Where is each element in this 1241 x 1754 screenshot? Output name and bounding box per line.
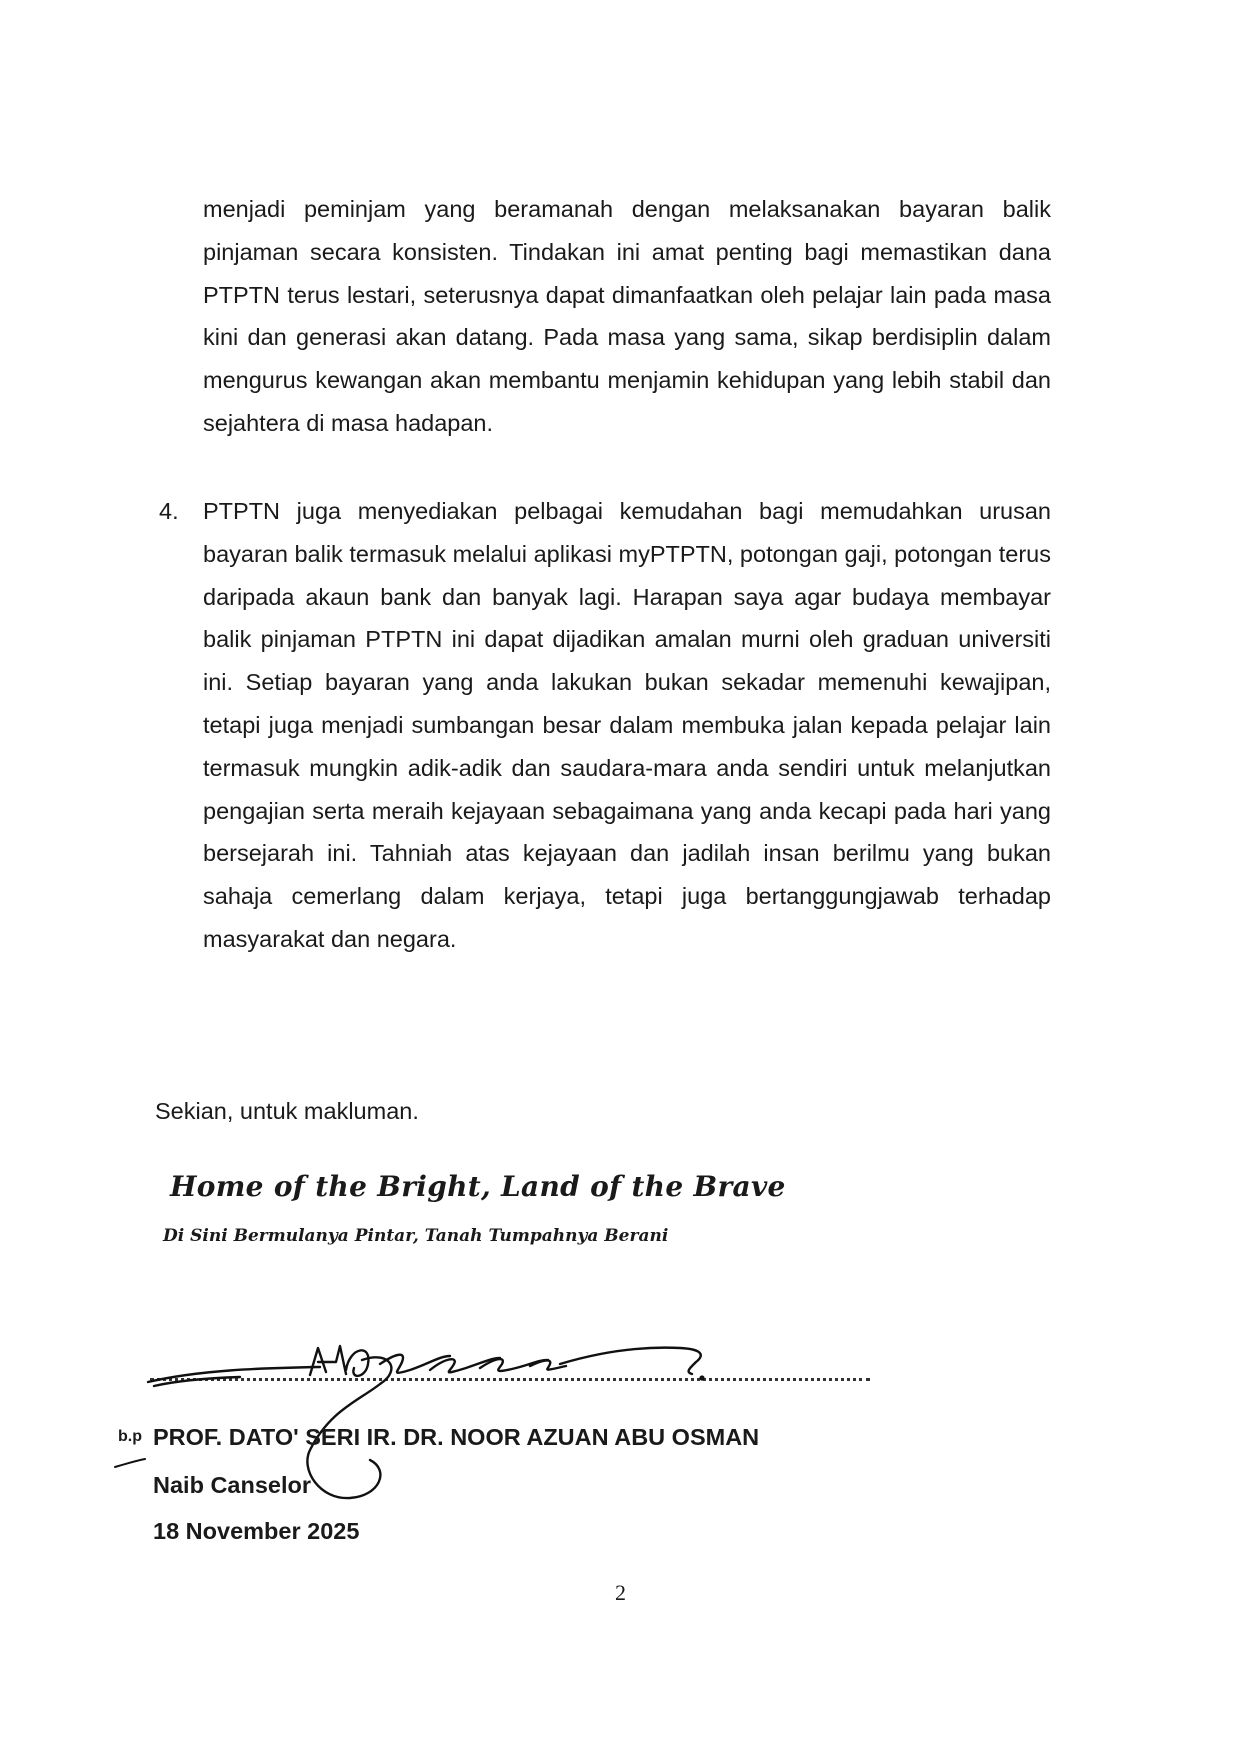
motto-english: Home of the Bright, Land of the Brave — [170, 1170, 786, 1203]
item-number-4: 4. — [159, 498, 179, 524]
body-paragraph-item-4: PTPTN juga menyediakan pelbagai kemudahan bagi memudahkan urusan bayaran balik termasuk melalui aplikasi myPTPTN, potongan gaji, potongan terus daripada akaun bank dan banyak lagi. Harapan saya agar budaya membayar balik pinjaman PTPTN ini dapat dijadikan amalan murni oleh graduan universiti ini. Setiap bayaran yang anda lakukan bukan sekadar memenuhi kewajipan, tetapi juga menjadi sumbangan besar dalam membuka jalan kepada pelajar lain termasuk mungkin adik-adik dan saudara-mara anda sendiri untuk melanjutkan pengajian serta meraih kejayaan sebagaimana yang anda kecapi pada hari yang bersejarah ini. Tahniah atas kejayaan dan jadilah insan berilmu yang bukan sahaja cemerlang dalam kerjaya, tetapi juga bertanggungjawab terhadap masyarakat dan negara. — [203, 498, 1051, 952]
on-behalf-mark: b.p — [118, 1428, 142, 1445]
signatory-name: PROF. DATO' SERI IR. DR. NOOR AZUAN ABU OSMAN — [153, 1424, 760, 1450]
on-behalf-stroke — [113, 1456, 149, 1470]
closing-line: Sekian, untuk makluman. — [155, 1098, 419, 1124]
signatory-title: Naib Canselor — [153, 1472, 312, 1498]
signatory-date: 18 November 2025 — [153, 1518, 360, 1544]
motto-malay: Di Sini Bermulanya Pintar, Tanah Tumpahnya Berani — [163, 1226, 669, 1246]
page-number: 2 — [615, 1580, 626, 1605]
body-paragraph-continued: menjadi peminjam yang beramanah dengan melaksanakan bayaran balik pinjaman secara konsisten. Tindakan ini amat penting bagi memastikan dana PTPTN terus lestari, seterusnya dapat dimanfaatkan oleh pelajar lain pada masa kini dan generasi akan datang. Pada masa yang sama, sikap berdisiplin dalam mengurus kewangan akan membantu menjamin kehidupan yang lebih stabil dan sejahtera di masa hadapan. — [203, 196, 1051, 436]
